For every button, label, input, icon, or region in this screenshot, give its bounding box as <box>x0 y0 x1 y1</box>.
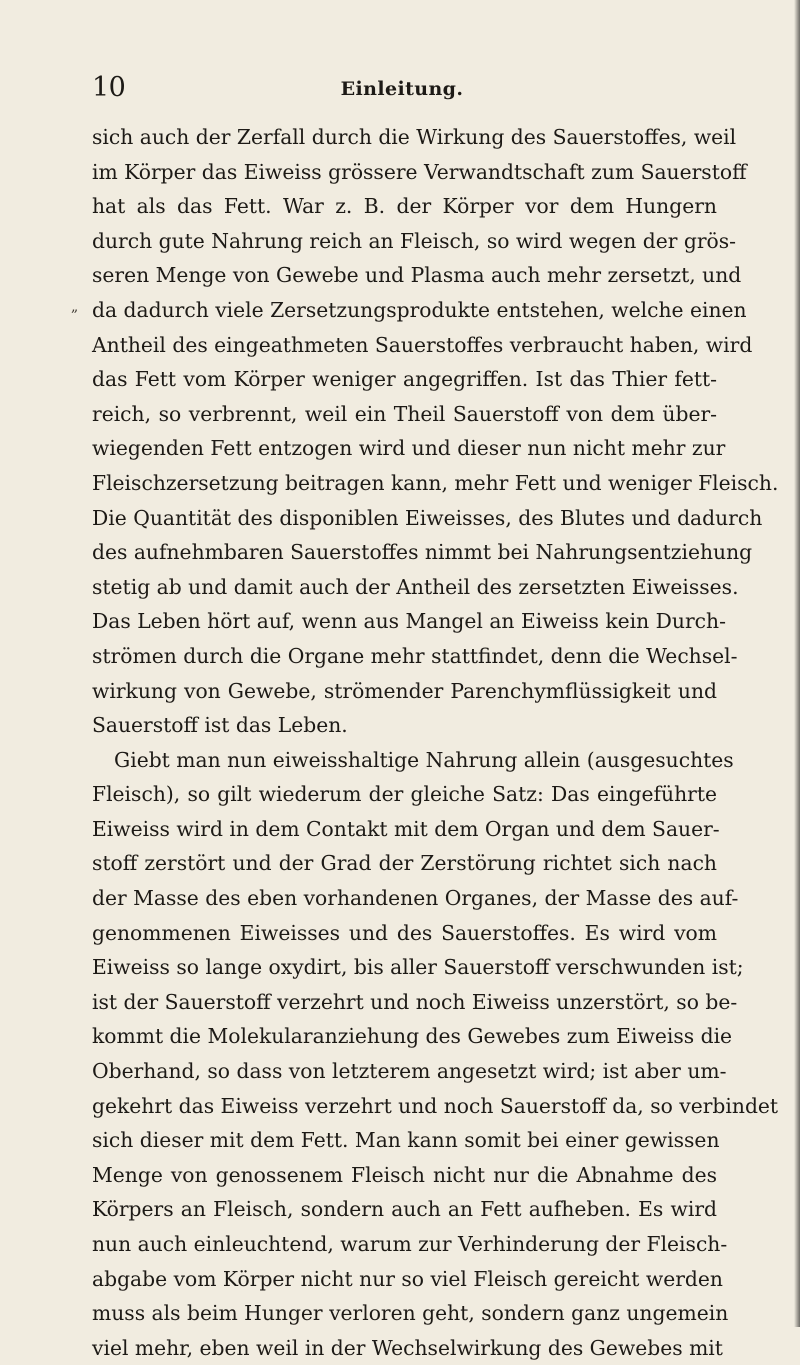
text-line: Eiweiss wird in dem Contakt mit dem Organ und dem Sauer- <box>92 816 720 841</box>
paragraph <box>92 743 779 1365</box>
text-line: Fleischzersetzung beitragen kann, mehr Fett und weniger Fleisch. <box>92 470 779 495</box>
text-line: Menge von genossenem Fleisch nicht nur die Abnahme des <box>92 1162 717 1187</box>
running-title: Einleitung. <box>340 78 464 100</box>
page-number: 10 <box>92 72 126 103</box>
text-line: Antheil des eingeathmeten Sauerstoffes verbraucht haben, wird <box>92 332 753 357</box>
text-line: durch gute Nahrung reich an Fleisch, so wird wegen der grös- <box>92 228 736 253</box>
text-line: hat als das Fett. War z. B. der Körper vor dem Hungern <box>92 194 717 219</box>
text-line: stetig ab und damit auch der Antheil des zersetzten Eiweisses. <box>92 574 739 599</box>
text-line: Sauerstoff ist das Leben. <box>92 713 348 738</box>
text-line: reich, so verbrennt, weil ein Theil Sauerstoff von dem über- <box>92 401 717 426</box>
text-line: abgabe vom Körper nicht nur so viel Fleisch gereicht werden <box>92 1266 723 1291</box>
running-head <box>92 72 712 112</box>
text-line: wiegenden Fett entzogen wird und dieser nun nicht mehr zur <box>92 436 726 461</box>
text-line: stoff zerstört und der Grad der Zerstörung richtet sich nach <box>92 851 717 876</box>
text-line: Eiweiss so lange oxydirt, bis aller Sauerstoff verschwunden ist; <box>92 955 744 980</box>
text-line: seren Menge von Gewebe und Plasma auch mehr zersetzt, und <box>92 263 742 288</box>
text-line: des aufnehmbaren Sauerstoffes nimmt bei Nahrungsentziehung <box>92 540 753 565</box>
text-line: ist der Sauerstoff verzehrt und noch Eiweiss unzerstört, so be- <box>92 989 738 1014</box>
text-line: Das Leben hört auf, wenn aus Mangel an Eiweiss kein Durch- <box>92 609 726 634</box>
text-line: der Masse des eben vorhandenen Organes, der Masse des auf- <box>92 886 739 911</box>
text-line: sich auch der Zerfall durch die Wirkung des Sauerstoffes, weil <box>92 125 737 149</box>
text-line: muss als beim Hunger verloren geht, sondern ganz ungemein <box>92 1301 729 1326</box>
text-line: nun auch einleuchtend, warum zur Verhinderung der Fleisch- <box>92 1232 728 1256</box>
text-line: genommenen Eiweisses und des Sauerstoffes. Es wird vom <box>92 920 717 945</box>
text-line: strömen durch die Organe mehr stattfindet, denn die Wechsel- <box>92 643 738 668</box>
text-line: kommt die Molekularanziehung des Gewebes zum Eiweiss die <box>92 1024 733 1049</box>
text-line: wirkung von Gewebe, strömender Parenchymflüssigkeit und <box>92 678 717 703</box>
text-line: Oberhand, so dass von letzterem angesetzt wird; ist aber um- <box>92 1059 727 1084</box>
text-line: Giebt man nun eiweisshaltige Nahrung allein (ausgesuchtes <box>114 747 734 772</box>
text-line: im Körper das Eiweiss grössere Verwandtschaft zum Sauerstoff <box>92 159 747 184</box>
page-edge-shadow <box>794 0 800 1327</box>
text-line: Körpers an Fleisch, sondern auch an Fett aufheben. Es wird <box>92 1197 717 1222</box>
text-line: da dadurch viele Zersetzungsprodukte entstehen, welche einen <box>92 297 747 322</box>
margin-mark: „ <box>71 299 79 315</box>
paragraph <box>92 120 779 743</box>
body-text <box>92 120 779 1365</box>
text-line: Die Quantität des disponiblen Eiweisses, des Blutes und dadurch <box>92 505 763 530</box>
text-line: das Fett vom Körper weniger angegriffen. Ist das Thier fett- <box>92 367 717 392</box>
text-line: sich dieser mit dem Fett. Man kann somit bei einer gewissen <box>92 1128 720 1153</box>
text-line: gekehrt das Eiweiss verzehrt und noch Sauerstoff da, so verbindet <box>92 1093 779 1118</box>
text-line: Fleisch), so gilt wiederum der gleiche Satz: Das eingeführte <box>92 782 717 807</box>
text-line: viel mehr, eben weil in der Wechselwirkung des Gewebes mit <box>92 1335 723 1360</box>
